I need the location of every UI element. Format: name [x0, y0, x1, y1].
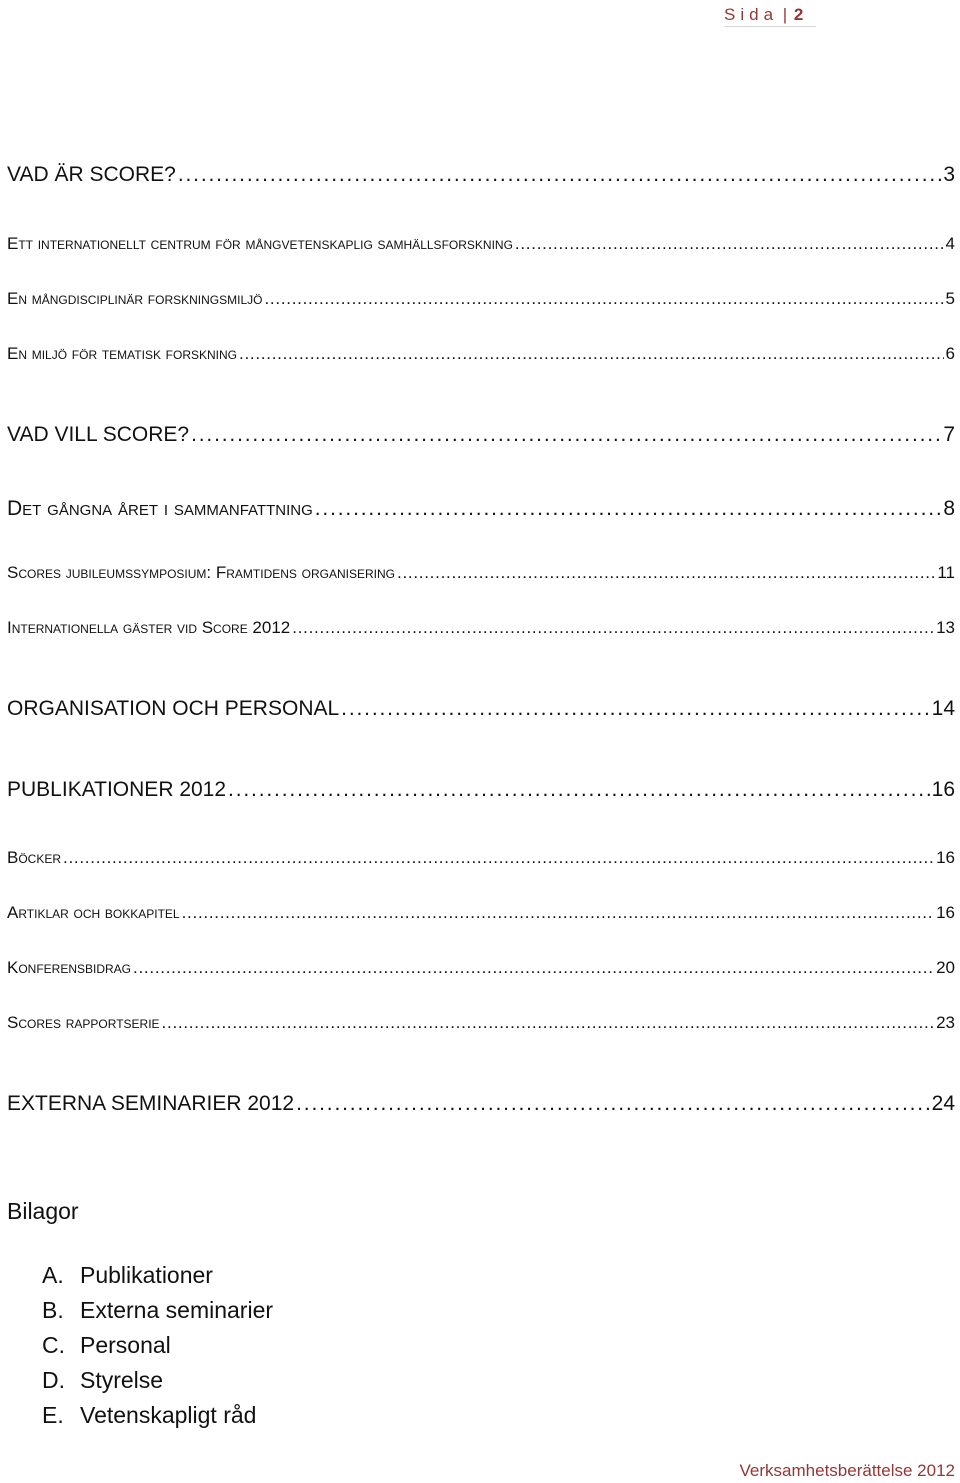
appendix-letter: B.	[42, 1297, 64, 1323]
toc-entry[interactable]	[7, 778, 955, 802]
appendix-item	[42, 1258, 273, 1293]
toc-dot-leader	[315, 497, 942, 521]
toc-dot-leader	[515, 234, 944, 254]
page-header	[724, 4, 816, 27]
toc-entry-page: 16	[936, 848, 955, 867]
toc-dot-leader	[133, 958, 934, 978]
toc-entry-title: Det gångna året i sammanfattning	[7, 497, 313, 520]
toc-entry-page: 3	[943, 163, 955, 186]
appendix-letter: E.	[42, 1402, 64, 1428]
toc-entry-title: Böcker	[7, 848, 62, 867]
toc-entry-title: Internationella gäster vid Score 2012	[7, 618, 291, 637]
page-label: Sida	[724, 5, 779, 24]
toc-dot-leader	[341, 697, 929, 721]
appendix-item	[42, 1293, 273, 1328]
appendix-label: Personal	[80, 1332, 171, 1358]
toc-dot-leader	[296, 1092, 930, 1116]
toc-dot-leader	[162, 1013, 935, 1033]
page-number: 2	[793, 5, 804, 24]
toc-entry-title: EXTERNA SEMINARIER 2012	[7, 1092, 295, 1115]
toc-entry-title: Scores jubileumssymposium: Framtidens organisering	[7, 563, 395, 582]
toc-entry[interactable]	[7, 289, 955, 309]
toc-dot-leader	[239, 344, 944, 364]
toc-entry-title: En mångdisciplinär forskningsmiljö	[7, 289, 263, 308]
toc-entry[interactable]	[7, 163, 955, 187]
appendix-item	[42, 1363, 273, 1398]
header-separator: |	[782, 5, 788, 24]
toc-dot-leader	[292, 618, 934, 638]
appendix-letter: C.	[42, 1332, 65, 1358]
toc-entry-page: 23	[936, 1013, 955, 1032]
toc-entry-page: 8	[943, 497, 955, 520]
appendix-item	[42, 1398, 273, 1433]
toc-entry-page: 20	[936, 958, 955, 977]
toc-entry[interactable]	[7, 344, 955, 364]
toc-entry-title: Scores rapportserie	[7, 1013, 160, 1032]
toc-entry-title: En miljö för tematisk forskning	[7, 344, 238, 363]
toc-entry-title: Konferensbidrag	[7, 958, 132, 977]
toc-dot-leader	[178, 163, 941, 187]
toc-entry[interactable]	[7, 618, 955, 638]
toc-dot-leader	[264, 289, 943, 309]
toc-entry-page: 14	[931, 697, 955, 720]
toc-entry[interactable]	[7, 563, 955, 583]
appendix-label: Styrelse	[80, 1367, 164, 1393]
toc-entry-title: VAD VILL SCORE?	[7, 423, 190, 446]
toc-entry[interactable]	[7, 903, 955, 923]
toc-entry-title: PUBLIKATIONER 2012	[7, 778, 227, 801]
toc-entry-title: Ett internationellt centrum för mångvetenskaplig samhällsforskning	[7, 234, 513, 253]
toc-entry-page: 11	[937, 563, 955, 582]
toc-entry-page: 16	[936, 903, 955, 922]
toc-dot-leader	[63, 848, 934, 868]
toc-entry[interactable]	[7, 234, 955, 254]
toc-entry[interactable]	[7, 697, 955, 721]
toc-entry-page: 16	[931, 778, 955, 801]
toc-dot-leader	[191, 423, 941, 447]
toc-entry-page: 6	[945, 344, 955, 363]
toc-entry-title: Artiklar och bokkapitel	[7, 903, 180, 922]
toc-entry-page: 24	[931, 1092, 955, 1115]
appendix-letter: D.	[42, 1367, 65, 1393]
toc-entry[interactable]	[7, 1013, 955, 1033]
toc-dot-leader	[228, 778, 930, 802]
page-footer: Verksamhetsberättelse 2012	[739, 1461, 955, 1480]
toc-entry[interactable]	[7, 958, 955, 978]
toc-dot-leader	[397, 563, 935, 583]
toc-entry-title: VAD ÄR SCORE?	[7, 163, 176, 186]
appendices-list	[42, 1258, 273, 1433]
toc-entry-title: ORGANISATION OCH PERSONAL	[7, 697, 340, 720]
appendix-letter: A.	[42, 1262, 64, 1288]
appendix-label: Publikationer	[80, 1262, 213, 1288]
toc-entry[interactable]	[7, 497, 955, 521]
toc-entry-page: 13	[936, 618, 955, 637]
toc-entry-page: 4	[945, 234, 955, 253]
toc-entry-page: 5	[945, 289, 955, 308]
toc-entry-page: 7	[943, 423, 955, 446]
toc-entry[interactable]	[7, 848, 955, 868]
appendix-item	[42, 1328, 273, 1363]
toc-dot-leader	[182, 903, 934, 923]
toc-entry[interactable]	[7, 1092, 955, 1116]
appendix-label: Externa seminarier	[80, 1297, 274, 1323]
appendix-label: Vetenskapligt råd	[80, 1402, 257, 1428]
appendices-heading: Bilagor	[7, 1198, 79, 1224]
toc-entry[interactable]	[7, 423, 955, 447]
